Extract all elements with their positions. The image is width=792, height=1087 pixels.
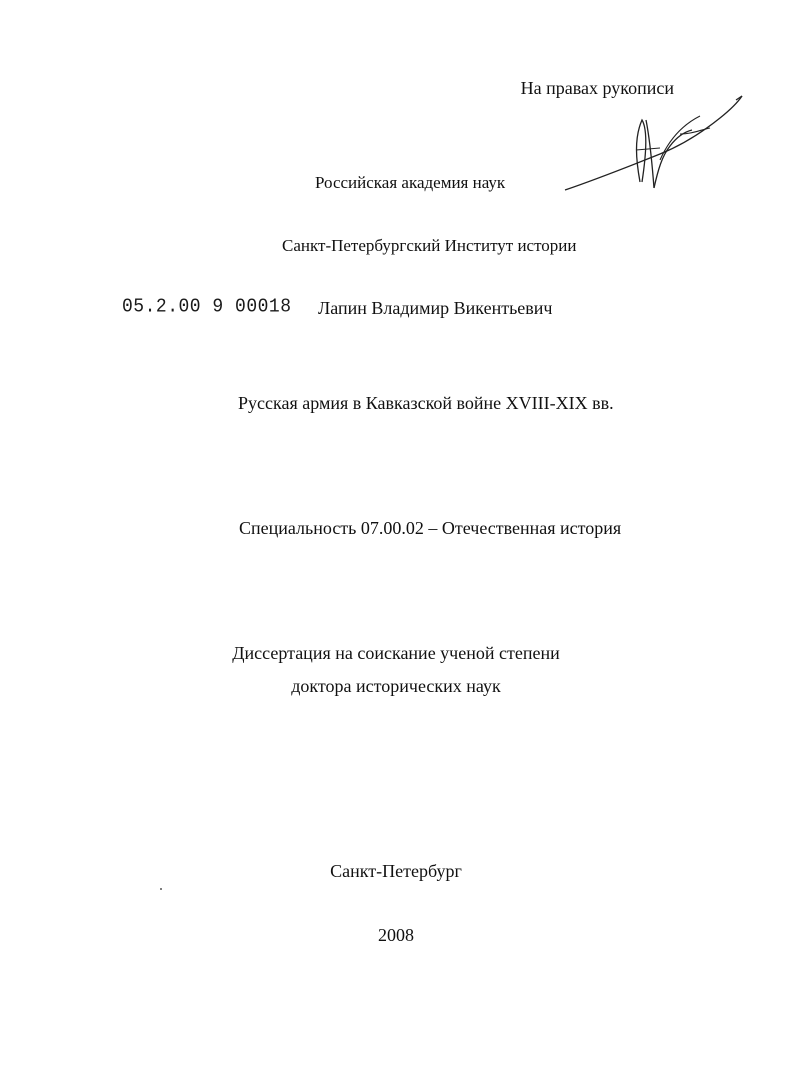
thesis-degree-line-2: доктора исторических наук	[291, 676, 501, 696]
specialty-line: Специальность 07.00.02 – Отечественная история	[239, 518, 622, 538]
scan-speck	[160, 888, 162, 890]
manuscript-rights-note: На правах рукописи	[520, 78, 674, 98]
thesis-degree-line-1: Диссертация на соискание ученой степени	[232, 643, 560, 663]
author-name: Лапин Владимир Викентьевич	[318, 298, 553, 318]
institute-name: Санкт-Петербургский Институт истории	[282, 236, 577, 255]
handwritten-signature	[560, 90, 750, 200]
publication-year: 2008	[378, 925, 414, 945]
dissertation-title: Русская армия в Кавказской войне XVIII-XIX вв.	[238, 393, 614, 413]
registration-stamp: 05.2.00 9 00018	[122, 296, 292, 318]
publication-city: Санкт-Петербург	[330, 861, 462, 881]
academy-name: Российская академия наук	[315, 173, 506, 192]
